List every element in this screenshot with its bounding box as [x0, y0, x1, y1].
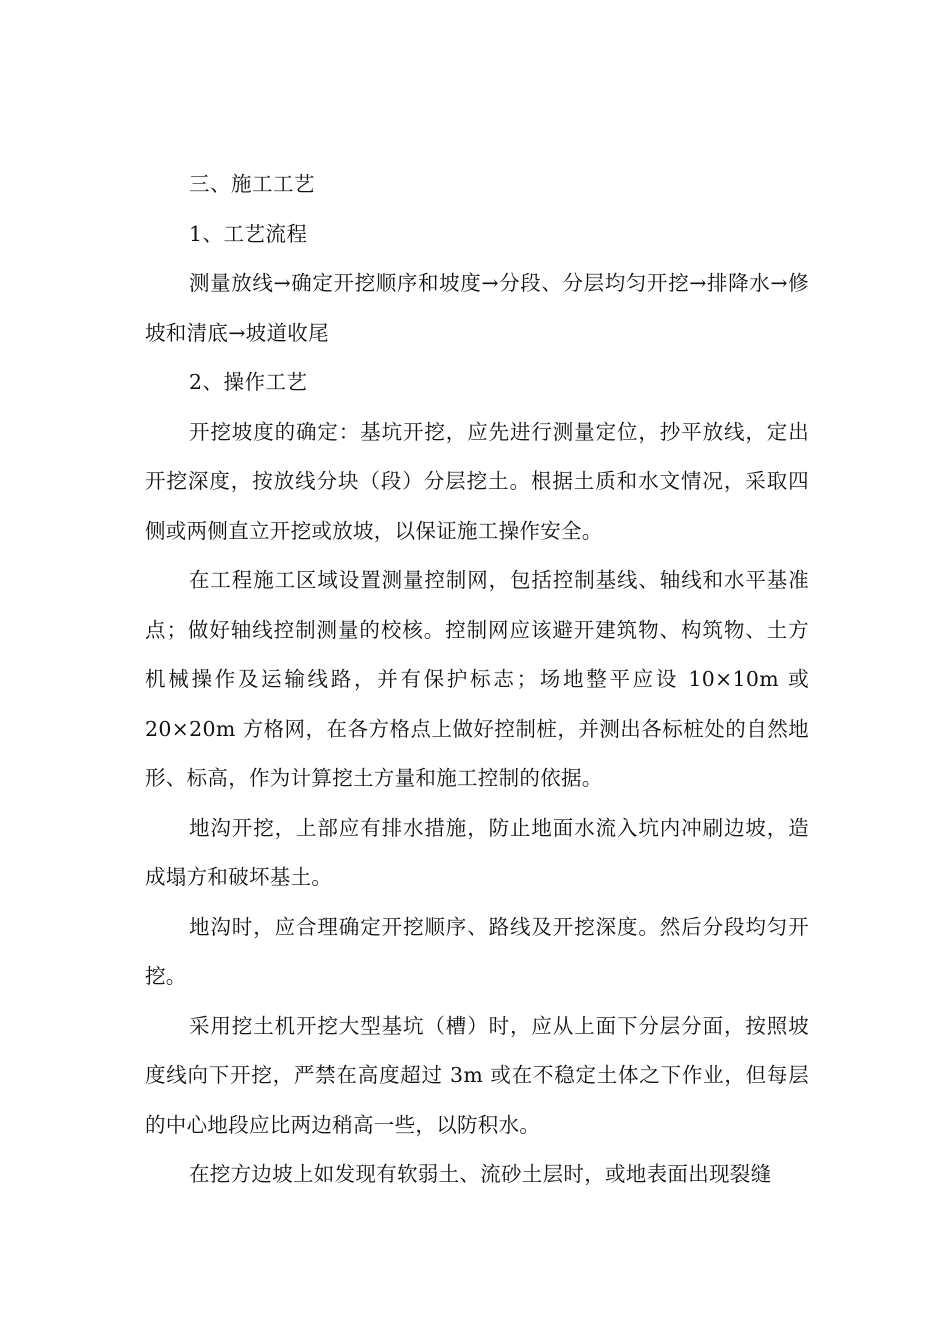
- paragraph-control-network: 在工程施工区域设置测量控制网，包括控制基线、轴线和水平基准点；做好轴线控制测量的校核。控制网应该避开建筑物、构筑物、土方机械操作及运输线路，并有保护标志；场地整平应设 10×10m 或 20×20m 方格网，在各方格点上做好控制桩，并测出各标桩处的自然地形、标高，作为计算挖土方量和施工控制的依据。: [145, 568, 809, 790]
- process-flow-text: 测量放线→确定开挖顺序和坡度→分段、分层均匀开挖→排降水→修坡和清底→坡道收尾: [145, 271, 809, 345]
- paragraph-trench-drainage: 地沟开挖，上部应有排水措施，防止地面水流入坑内冲刷边坡，造成塌方和破坏基土。: [145, 815, 809, 889]
- subsection-title-process-flow: 1、工艺流程: [189, 221, 308, 246]
- document-page: [145, 160, 809, 1200]
- section-title: 三、施工工艺: [189, 172, 315, 196]
- paragraph-slope-determination: 开挖坡度的确定：基坑开挖，应先进行测量定位，抄平放线，定出开挖深度，按放线分块（段）分层挖土。根据土质和水文情况，采取四侧或两侧直立开挖或放坡，以保证施工操作安全。: [145, 419, 809, 543]
- paragraph-trench-sequence: 地沟时，应合理确定开挖顺序、路线及开挖深度。然后分段均匀开挖。: [145, 914, 809, 988]
- paragraph-excavator-layering: 采用挖土机开挖大型基坑（槽）时，应从上面下分层分面，按照坡度线向下开挖，严禁在高度超过 3m 或在不稳定土体之下作业，但每层的中心地段应比两边稍高一些，以防积水。: [145, 1013, 809, 1137]
- subsection-title-operation: 2、操作工艺: [189, 370, 308, 394]
- paragraph-soft-soil: 在挖方边坡上如发现有软弱土、流砂土层时，或地表面出现裂缝: [189, 1162, 772, 1186]
